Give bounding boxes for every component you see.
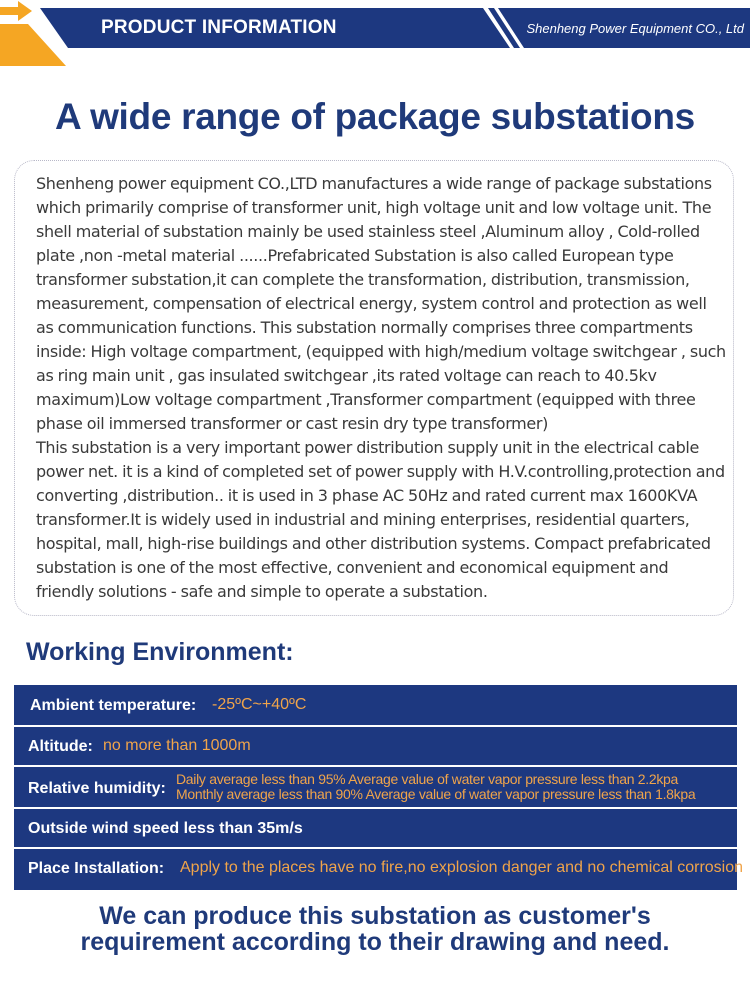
env-value: -25ºC~+40ºC — [212, 696, 307, 713]
header-banner — [0, 0, 750, 66]
env-row-ambient-temperature — [14, 685, 737, 727]
footer-statement — [0, 903, 750, 955]
footer-line-2: requirement according to their drawing and need. — [80, 928, 670, 956]
env-label: Outside wind speed less than 35m/s — [28, 820, 303, 837]
env-row-place-installation — [14, 849, 744, 890]
env-value-line-2: Monthly average less than 90% Average value of water vapor pressure less than 1.8kpa — [176, 786, 696, 802]
env-label: Relative humidity: — [28, 780, 166, 797]
page-title: A wide range of package substations — [55, 96, 695, 137]
footer-line-1: We can produce this substation as customer's — [99, 902, 651, 930]
env-row-wind-speed — [14, 809, 737, 849]
description-paragraph-1: Shenheng power equipment CO.,LTD manufactures a wide range of package substations which primarily comprise of transformer unit, high voltage unit and low voltage unit. The shell material of substation mainly be used stainless steel ,Aluminum alloy , Cold-rolled plate ,non -metal material ......Prefabricated Substation is also called European type transformer substation,it can complete the transformation, distribution, transmission, measurement, compensation of electrical energy, system control and protection as well as communication functions. This substation normally comprises three compartments inside: High voltage compartment, (equipped with high/medium voltage switchgear , such as ring main unit , gas insulated switchgear ,its rated voltage can reach to 40.5kv maximum)Low voltage compartment ,Transformer compartment (equipped with three phase oil immersed transformer or cast resin dry type transformer) — [36, 174, 726, 433]
env-value: Apply to the places have no fire,no explosion danger and no chemical corrosion — [180, 859, 744, 876]
description-paragraph-2: This substation is a very important power distribution supply unit in the electrical cable power net. it is a kind of completed set of power supply with H.V.controlling,protection and converting ,distribution.. it is used in 3 phase AC 50Hz and rated current max 1600KVA transformer.It is widely used in industrial and mining enterprises, residential quarters, hospital, mall, high-rise buildings and other distribution systems. Compact prefabricated substation is one of the most effective, convenient and economical equipment and friendly solutions - safe and simple to operate a substation. — [36, 438, 725, 601]
company-name: Shenheng Power Equipment CO., Ltd — [526, 21, 744, 36]
env-value: no more than 1000m — [103, 737, 251, 754]
env-label: Place Installation: — [28, 860, 165, 877]
arrow-right-icon — [0, 0, 32, 22]
env-row-relative-humidity — [14, 767, 737, 809]
description-text — [36, 172, 726, 604]
env-label: Ambient temperature: — [30, 697, 197, 714]
header-title: PRODUCT INFORMATION — [101, 17, 337, 38]
env-value-line-1: Daily average less than 95% Average value of water vapor pressure less than 2.2kpa — [176, 771, 679, 787]
section-title-working-environment: Working Environment: — [26, 638, 294, 666]
env-row-altitude — [14, 727, 737, 767]
env-label: Altitude: — [28, 738, 93, 755]
